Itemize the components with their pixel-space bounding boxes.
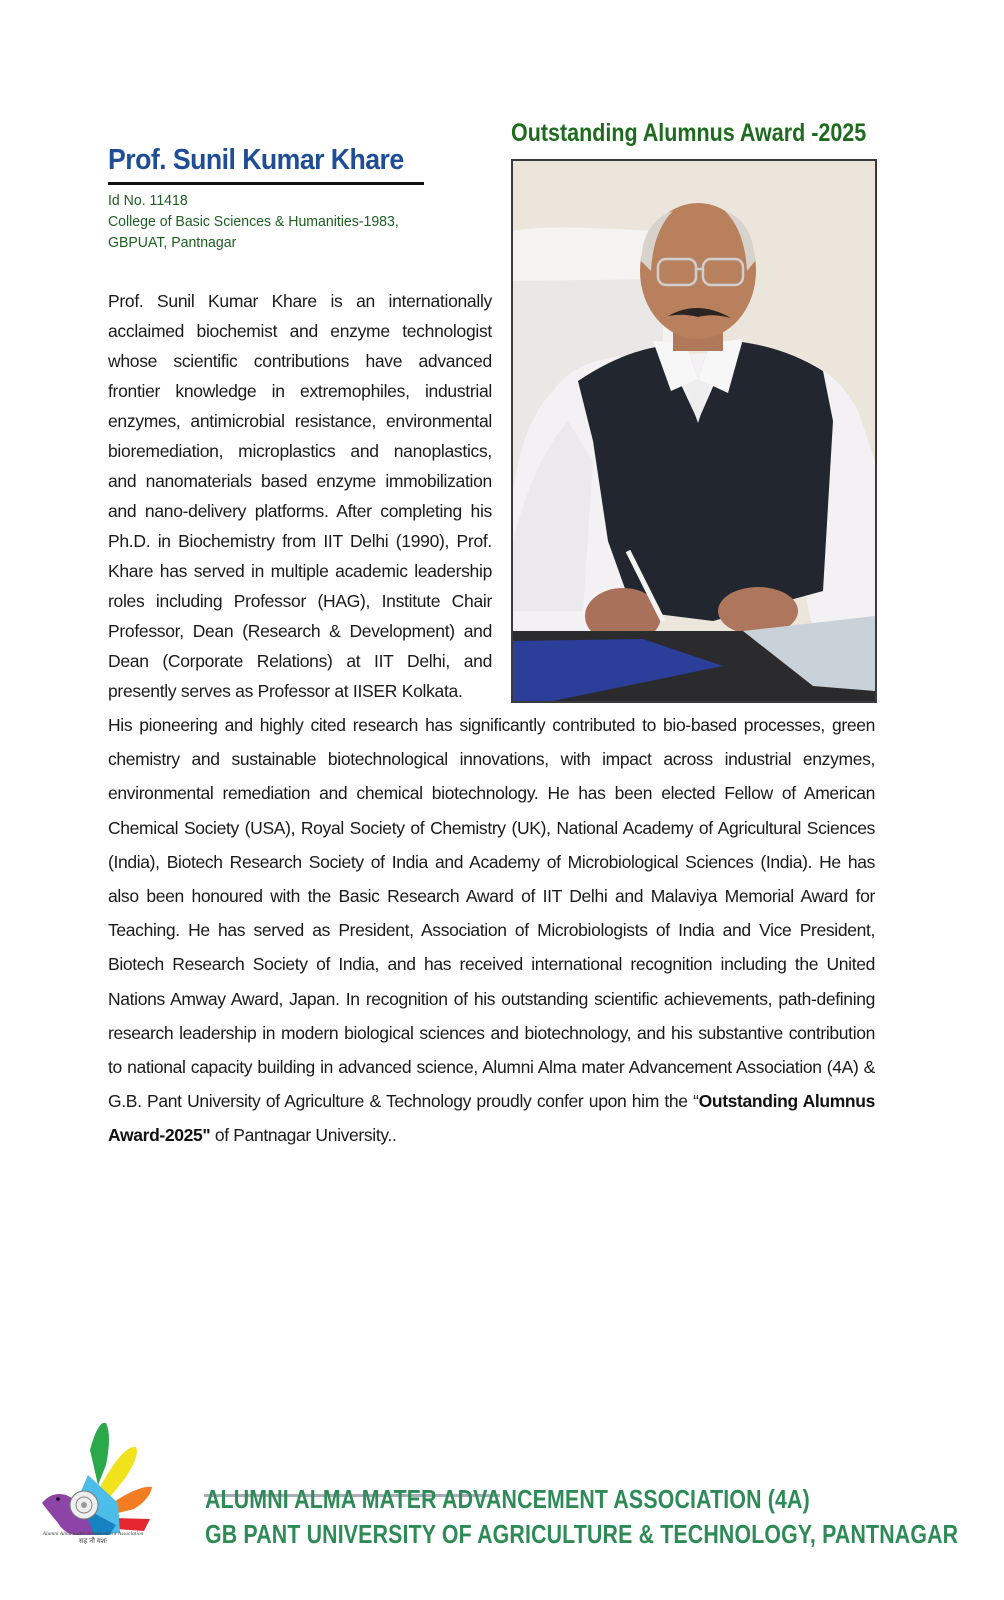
portrait-photo [511, 159, 877, 703]
bio-intro-paragraph: Prof. Sunil Kumar Khare is an internationally acclaimed biochemist and enzyme technologist whose scientific contributions have advanced frontier knowledge in extremophiles, industrial enzymes, antimicrobial resistance, environmental bioremediation, microplastics and nanoplastics, and nanomaterials based enzyme immobilization and nano-delivery platforms. After completing his Ph.D. in Biochemistry from IIT Delhi (1990), Prof. Khare has served in multiple academic leadership roles including Professor (HAG), Institute Chair Professor, Dean (Research & Development) and Dean (Corporate Relations) at IIT Delhi, and presently serves as Professor at IISER Kolkata. [108, 291, 492, 701]
profile-header [108, 140, 426, 253]
alumni-meta [108, 190, 407, 253]
dove-hand-logo-icon [28, 1415, 158, 1535]
body-text-end: of Pantnagar University.. [210, 1125, 397, 1146]
university-location: GBPUAT, Pantnagar [108, 234, 237, 251]
body-text-main: His pioneering and highly cited research has significantly contributed to bio-based processes, green chemistry and sustainable biotechnological innovations, with impact across industrial enzymes, environmental remediation and chemical biotechnology. He has been elected Fellow of American Chemical Society (USA), Royal Society of Chemistry (UK), National Academy of Agricultural Sciences (India), Biotech Research Society of India and Academy of Microbiological Sciences (India). He has also been honoured with the Basic Research Award of IIT Delhi and Malaviya Memorial Award for Teaching. He has served as President, Association of Microbiologists of India and Vice President, Biotech Research Society of India, and has received international recognition including the United Nations Amway Award, Japan. In recognition of his outstanding scientific achievements, path-defining research leadership in modern biological sciences and biotechnology, and his substantive contribution to national capacity building in advanced science, Alumni Alma mater Advancement Association (4A) & G.B. Pant University of Agriculture & Technology proudly confer upon him the “ [108, 715, 875, 1112]
association-logo [28, 1415, 158, 1555]
footer-university-name: GB PANT UNIVERSITY OF AGRICULTURE & TECHNOLOGY, PANTNAGAR [205, 1519, 959, 1549]
portrait-illustration-icon [513, 161, 875, 701]
name-underline-divider [108, 182, 424, 185]
bio-body-paragraph [108, 708, 875, 1153]
person-name: Prof. Sunil Kumar Khare [108, 144, 404, 176]
logo-caption [28, 1531, 158, 1545]
footer-association-name: ALUMNI ALMA MATER ADVANCEMENT ASSOCIATION (4A) [205, 1484, 810, 1514]
id-number: Id No. 11418 [108, 192, 188, 209]
award-name-bold: Outstanding Alumnus Award-2025" [108, 1091, 875, 1146]
logo-caption-text: Alumni Alma mater Advancement Association [42, 1531, 144, 1537]
logo-motto: सह नौ यशः [79, 1537, 107, 1545]
college-batch: College of Basic Sciences & Humanities-1983, [108, 213, 399, 230]
award-title: Outstanding Alumnus Award -2025 [511, 119, 867, 147]
